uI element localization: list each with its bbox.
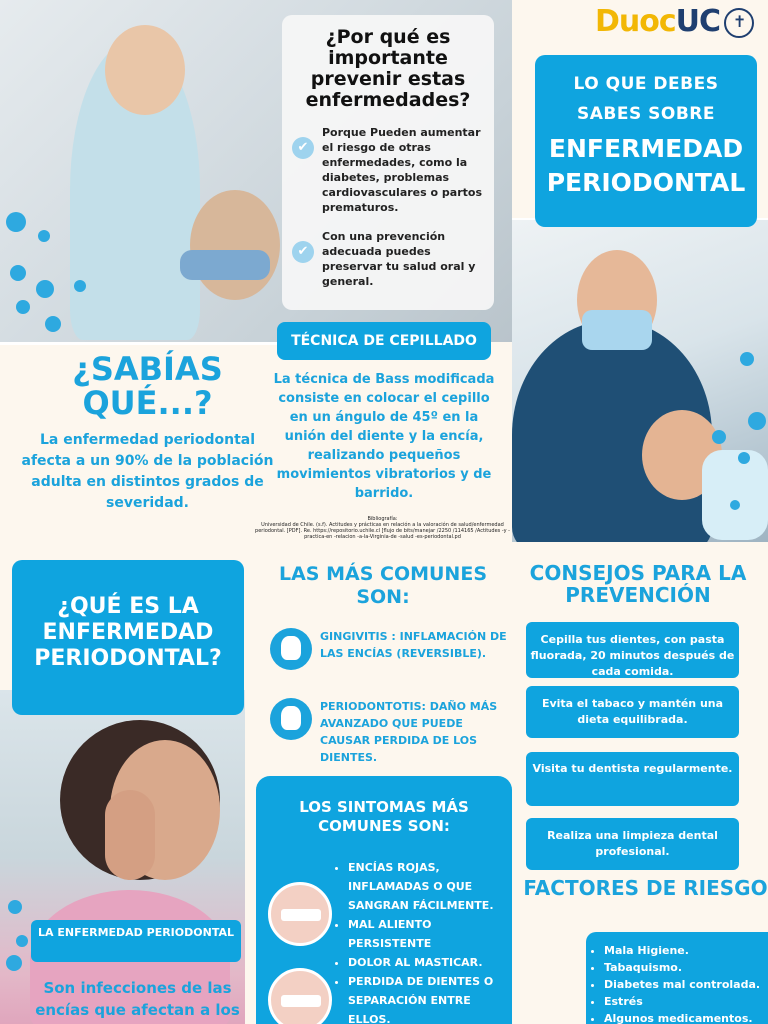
decor-dot	[6, 212, 26, 232]
tecnica-text: La técnica de Bass modificada consiste en colocar el cepillo en un ángulo de 45º en la unión del diente y la encía, realizando pequeños movimientos vibratorios y de barrido.	[273, 372, 495, 501]
bibliography-heading: Bibliografía:	[367, 516, 398, 522]
sintomas-list	[348, 858, 510, 1024]
title-line-1: LO QUE DEBES	[573, 74, 719, 94]
tecnica-label: TÉCNICA DE CEPILLADO	[277, 322, 491, 360]
main-title-box	[535, 55, 757, 227]
sintomas-box	[256, 776, 512, 1024]
sabias-heading: ¿SABÍAS QUÉ...?	[72, 350, 223, 422]
list-item: • Mala Higiene.	[604, 942, 760, 959]
why-prevent-card	[282, 15, 494, 310]
tip-card: Visita tu dentista regularmente.	[526, 752, 739, 806]
why-item-text: Porque Pueden aumentar el riesgo de otras enfermedades, como la diabetes, problemas cardiovasculares o partos prematuros.	[322, 126, 482, 214]
bibliography-text: Universidad de Chile. (s.f). Actitudes y prácticas en relación a la valoración de salud/enfermedad periodontal. [PDF]. Re. https://repositorio.uchile.cl [flujo de bits/manejar /2250 /114165 /Actitudes -y -practica-en -relacion -a-la-Virginia-de -salud -es-periodontal.pd	[255, 522, 510, 540]
tip-card: Evita el tabaco y mantén una dieta equilibrada.	[526, 686, 739, 738]
list-item: • PERDIDA DE DIENTES O SEPARACIÓN ENTRE ELLOS.	[348, 972, 510, 1024]
tip-card: Realiza una limpieza dental profesional.	[526, 818, 739, 870]
disease-text: GINGIVITIS : INFLAMACIÓN DE LAS ENCÍAS (REVERSIBLE).	[320, 630, 507, 660]
tip-card: Cepilla tus dientes, con pasta fluorada, 20 minutos después de cada comida.	[526, 622, 739, 678]
gums-photo	[268, 882, 332, 946]
decor-dot	[38, 230, 50, 242]
woman-toothache-photo	[0, 690, 245, 1024]
list-item: • DOLOR AL MASTICAR.	[348, 953, 510, 972]
disease-item-periodontitis	[270, 698, 510, 766]
title-line-4: PERIODONTAL	[546, 168, 746, 197]
decor-dot	[712, 430, 726, 444]
decor-dot	[748, 412, 766, 430]
why-item-text: Con una prevención adecuada puedes preservar tu salud oral y general.	[322, 230, 476, 288]
factores-box	[586, 932, 768, 1024]
comunes-heading: LAS MÁS COMUNES SON:	[278, 563, 488, 608]
factores-heading: FACTORES DE RIESGO	[523, 876, 768, 900]
decor-dot	[36, 280, 54, 298]
list-item: • Algunos medicamentos.	[604, 1010, 760, 1024]
decor-dot	[740, 352, 754, 366]
why-item	[292, 229, 484, 289]
decor-dot	[8, 900, 22, 914]
divider	[0, 342, 280, 345]
decor-dot	[730, 500, 740, 510]
tooth-icon	[270, 698, 312, 740]
que-es-heading: ¿QUÉ ES LA ENFERMEDAD PERIODONTAL?	[34, 594, 222, 671]
decor-dot	[738, 452, 750, 464]
why-item	[292, 125, 484, 215]
duocuc-logo: DuocUC✝	[595, 4, 754, 39]
tooth-icon	[270, 628, 312, 670]
decor-dot	[6, 955, 22, 971]
decor-dot	[16, 935, 28, 947]
disease-text: PERIODONTOTIS: DAÑO MÁS AVANZADO QUE PUEDE CAUSAR PERDIDA DE LOS DIENTES.	[320, 700, 498, 764]
decor-dot	[45, 316, 61, 332]
consejos-heading: CONSEJOS PARA LA PREVENCIÓN	[529, 561, 747, 607]
bibliography	[255, 516, 510, 540]
sintomas-heading: LOS SINTOMAS MÁS COMUNES SON:	[299, 798, 469, 835]
dentist-photo	[512, 220, 768, 542]
list-item: • ENCÍAS ROJAS, INFLAMADAS O QUE SANGRAN FÁCILMENTE.	[348, 858, 510, 915]
sabias-section	[20, 352, 275, 514]
disease-item-gingivitis	[270, 628, 510, 670]
check-icon: ✔	[292, 241, 314, 263]
enfermedad-text: Son infecciones de las encías que afectan a los	[35, 979, 240, 1019]
list-item: • Diabetes mal controlada.	[604, 976, 760, 993]
factores-list	[604, 942, 760, 1024]
title-line-2: SABES SOBRE	[577, 104, 715, 124]
list-item: • Tabaquismo.	[604, 959, 760, 976]
why-heading: ¿Por qué es importante prevenir estas enfermedades?	[305, 26, 471, 111]
decor-dot	[74, 280, 86, 292]
decor-dot	[10, 265, 26, 281]
sabias-text: La enfermedad periodontal afecta a un 90% de la población adulta en distintos grados de severidad.	[21, 432, 274, 511]
list-item: • Estrés	[604, 993, 760, 1010]
enfermedad-label: LA ENFERMEDAD PERIODONTAL	[31, 920, 241, 962]
check-icon: ✔	[292, 137, 314, 159]
title-line-3: ENFERMEDAD	[548, 134, 744, 163]
decor-dot	[16, 300, 30, 314]
que-es-box	[12, 560, 244, 715]
list-item: • MAL ALIENTO PERSISTENTE	[348, 915, 510, 953]
uc-seal-icon	[724, 8, 754, 38]
teeth-photo	[268, 968, 332, 1024]
